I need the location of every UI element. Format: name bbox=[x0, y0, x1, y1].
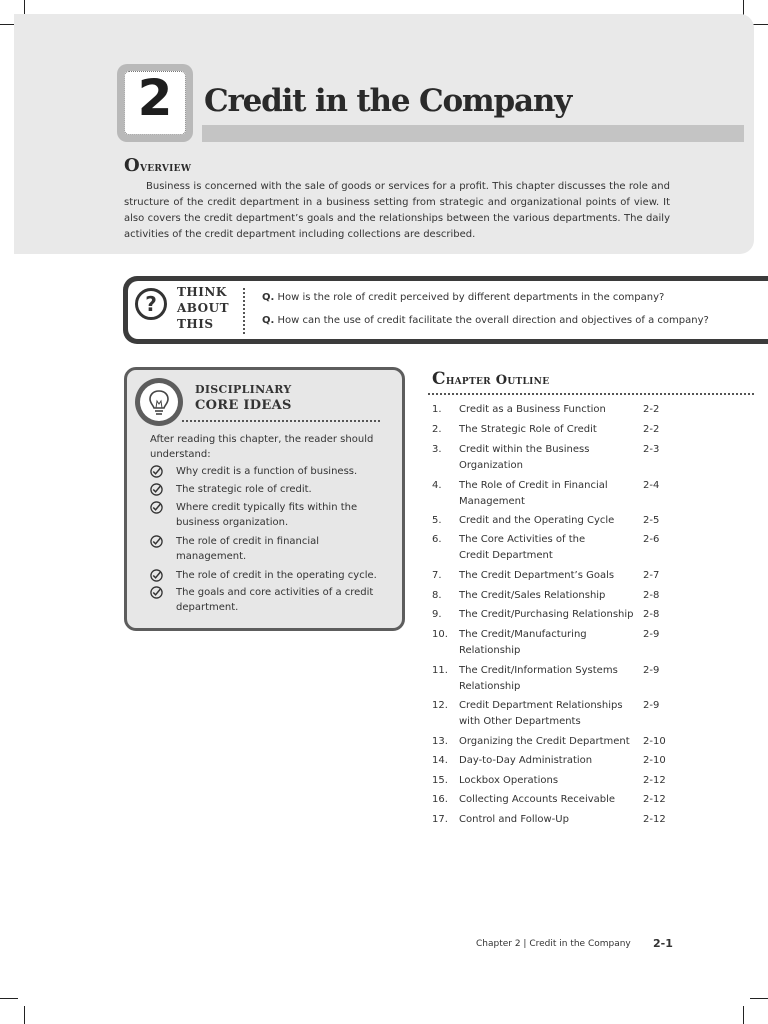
core-idea-text: The role of credit in the operating cycle. bbox=[176, 570, 377, 581]
checkmark-icon bbox=[150, 569, 163, 582]
outline-page: 2-5 bbox=[643, 515, 660, 526]
outline-page: 2-9 bbox=[643, 665, 660, 676]
outline-number: 2. bbox=[432, 424, 442, 435]
dotted-divider bbox=[428, 393, 754, 395]
outline-title: Lockbox Operations bbox=[459, 775, 559, 786]
outline-title: The Credit/Purchasing Relationship bbox=[459, 609, 634, 620]
outline-number: 14. bbox=[432, 755, 448, 766]
question-text: How can the use of credit facilitate the overall direction and objectives of a company? bbox=[277, 315, 709, 326]
checkmark-icon bbox=[150, 501, 163, 514]
crop-mark bbox=[743, 1006, 744, 1024]
core-ideas-title-line1: DISCIPLINARY bbox=[195, 383, 292, 396]
outline-number: 12. bbox=[432, 700, 448, 711]
outline-page: 2-8 bbox=[643, 590, 660, 601]
outline-number: 16. bbox=[432, 794, 448, 805]
think-label-line: ABOUT bbox=[177, 301, 230, 315]
outline-page: 2-10 bbox=[643, 755, 666, 766]
outline-title: The Role of Credit in Financial Management bbox=[459, 480, 608, 507]
page-number: 2-1 bbox=[653, 937, 673, 950]
think-label-line: THIS bbox=[177, 317, 214, 331]
running-head: Chapter 2 | Credit in the Company bbox=[476, 939, 631, 949]
core-idea-text: The strategic role of credit. bbox=[176, 484, 312, 495]
outline-page: 2-9 bbox=[643, 629, 660, 640]
title-underline-bar bbox=[202, 125, 744, 142]
outline-title: Credit within the Business Organization bbox=[459, 444, 590, 471]
outline-page: 2-12 bbox=[643, 794, 666, 805]
outline-number: 13. bbox=[432, 736, 448, 747]
question-mark-icon: ? bbox=[135, 288, 167, 320]
outline-title: The Credit Department’s Goals bbox=[459, 570, 615, 581]
outline-page: 2-12 bbox=[643, 814, 666, 825]
checkmark-icon bbox=[150, 465, 163, 478]
outline-title: The Credit/Sales Relationship bbox=[459, 590, 606, 601]
question-prefix: Q. bbox=[262, 315, 275, 326]
core-ideas-intro: After reading this chapter, the reader should understand: bbox=[150, 434, 374, 460]
question-text: How is the role of credit perceived by different departments in the company? bbox=[277, 292, 665, 303]
outline-number: 17. bbox=[432, 814, 448, 825]
outline-title: Day-to-Day Administration bbox=[459, 755, 593, 766]
outline-title: Credit Department Relationships with Other Departments bbox=[459, 700, 623, 727]
dotted-divider bbox=[243, 288, 245, 334]
core-idea-text: The role of credit in financial management. bbox=[176, 536, 320, 562]
outline-page: 2-2 bbox=[643, 404, 660, 415]
think-question bbox=[262, 315, 709, 326]
chapter-number: 2 bbox=[137, 69, 173, 127]
outline-title: Organizing the Credit Department bbox=[459, 736, 630, 747]
outline-title: Credit and the Operating Cycle bbox=[459, 515, 615, 526]
core-ideas-title-line2: CORE IDEAS bbox=[195, 398, 292, 413]
think-label-line: THINK bbox=[177, 285, 227, 299]
outline-page: 2-7 bbox=[643, 570, 660, 581]
overview-heading: Overview bbox=[124, 155, 192, 176]
overview-text: Business is concerned with the sale of goods or services for a profit. This chapter discusses the role and structure of the credit department in a business setting from strategic and organizational points of view. It also covers the credit department’s goals and the relationships between the various departments. The daily activities of the credit department including collections are described. bbox=[124, 181, 670, 240]
crop-mark bbox=[750, 998, 768, 999]
outline-number: 5. bbox=[432, 515, 442, 526]
outline-title: The Credit/Manufacturing Relationship bbox=[459, 629, 587, 656]
outline-title: The Core Activities of the Credit Department bbox=[459, 534, 586, 561]
chapter-number-badge bbox=[117, 64, 193, 142]
crop-mark bbox=[24, 1006, 25, 1024]
outline-page: 2-12 bbox=[643, 775, 666, 786]
outline-number: 4. bbox=[432, 480, 442, 491]
question-prefix: Q. bbox=[262, 292, 275, 303]
outline-title: Control and Follow-Up bbox=[459, 814, 569, 825]
outline-title: The Strategic Role of Credit bbox=[459, 424, 597, 435]
checkmark-icon bbox=[150, 586, 163, 599]
outline-number: 1. bbox=[432, 404, 442, 415]
outline-page: 2-4 bbox=[643, 480, 660, 491]
outline-number: 9. bbox=[432, 609, 442, 620]
outline-page: 2-3 bbox=[643, 444, 660, 455]
outline-number: 6. bbox=[432, 534, 442, 545]
outline-title: Collecting Accounts Receivable bbox=[459, 794, 616, 805]
core-idea-text: The goals and core activities of a credit department. bbox=[176, 587, 374, 613]
outline-number: 11. bbox=[432, 665, 448, 676]
crop-mark bbox=[0, 998, 18, 999]
outline-title: The Credit/Information Systems Relationship bbox=[459, 665, 618, 692]
outline-page: 2-6 bbox=[643, 534, 660, 545]
think-question bbox=[262, 292, 664, 303]
lightbulb-icon bbox=[135, 378, 183, 426]
outline-number: 15. bbox=[432, 775, 448, 786]
core-idea-text: Why credit is a function of business. bbox=[176, 466, 358, 477]
dotted-divider bbox=[182, 420, 380, 422]
chapter-title: Credit in the Company bbox=[204, 83, 572, 119]
outline-page: 2-10 bbox=[643, 736, 666, 747]
outline-page: 2-8 bbox=[643, 609, 660, 620]
outline-number: 8. bbox=[432, 590, 442, 601]
outline-number: 10. bbox=[432, 629, 448, 640]
outline-number: 7. bbox=[432, 570, 442, 581]
outline-number: 3. bbox=[432, 444, 442, 455]
checkmark-icon bbox=[150, 535, 163, 548]
outline-title: Credit as a Business Function bbox=[459, 404, 606, 415]
outline-page: 2-2 bbox=[643, 424, 660, 435]
core-idea-text: Where credit typically fits within the business organization. bbox=[176, 502, 358, 528]
checkmark-icon bbox=[150, 483, 163, 496]
outline-page: 2-9 bbox=[643, 700, 660, 711]
chapter-outline-heading: Chapter Outline bbox=[432, 369, 550, 389]
